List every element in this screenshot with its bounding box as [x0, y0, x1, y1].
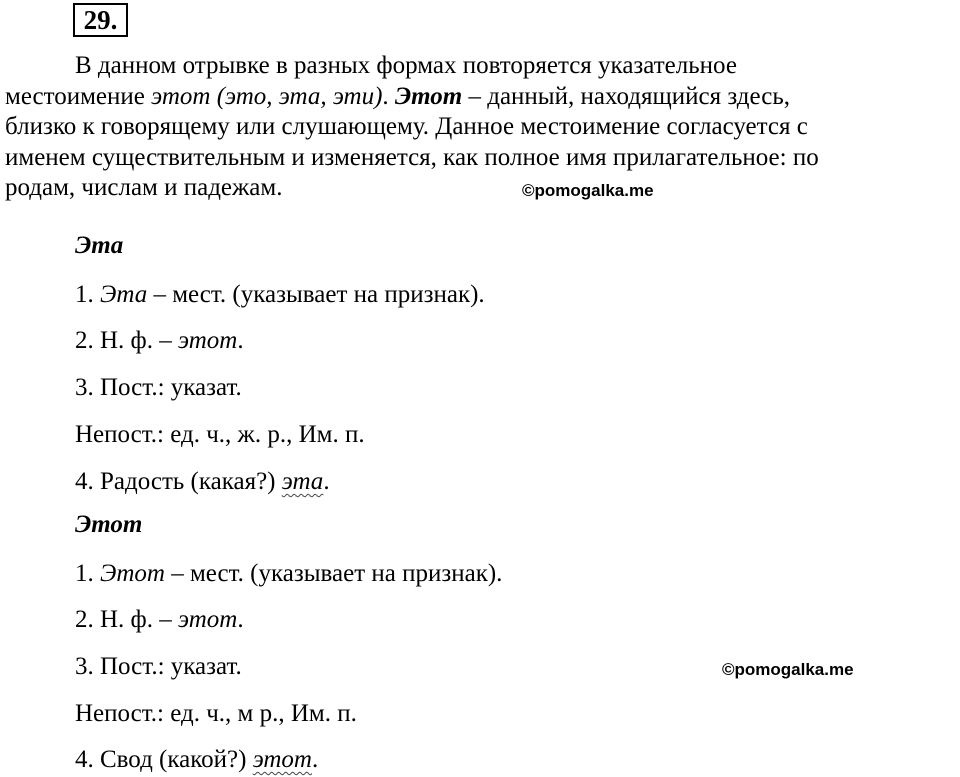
intro-paragraph	[5, 51, 955, 204]
intro-line-4: именем существительным и изменяется, как полное имя прилагательное: по	[5, 143, 819, 171]
parse-step-1	[75, 281, 485, 309]
parse-step-nonconst: Непост.: ед. ч., м р., Им. п.	[75, 700, 357, 727]
step-text: 1.	[75, 560, 100, 587]
parse-step-1	[75, 560, 502, 588]
parse-step-4	[75, 746, 318, 774]
step-text: .	[237, 606, 244, 633]
pronoun-term: Этот	[394, 82, 463, 110]
parse-step-3: 3. Пост.: указат.	[75, 374, 242, 401]
initial-form: этот	[178, 606, 238, 633]
step-text: 2. Н. ф. –	[75, 327, 179, 354]
parse-step-3: 3. Пост.: указат.	[75, 653, 242, 680]
step-text: – мест. (указывает на признак).	[147, 281, 485, 308]
step-text: 4. Радость (какая?)	[75, 468, 282, 495]
step-text: 4. Свод (какой?)	[75, 746, 253, 773]
intro-line-2	[5, 82, 955, 113]
parse-step-4	[75, 468, 330, 496]
parsed-word: Этот	[100, 560, 165, 587]
parse-step-nonconst: Непост.: ед. ч., ж. р., Им. п.	[75, 421, 365, 448]
step-text: .	[237, 327, 244, 354]
underlined-word: этот	[252, 746, 312, 773]
task-number: 29.	[73, 3, 128, 37]
intro-text: .	[382, 82, 395, 110]
step-text: .	[323, 468, 330, 495]
watermark: ©pomogalka.me	[522, 181, 654, 200]
step-text: 2. Н. ф. –	[75, 606, 179, 633]
intro-line-5: родам, числам и падежам.	[5, 174, 283, 201]
parsed-word: Эта	[100, 281, 148, 308]
watermark: ©pomogalka.me	[722, 660, 854, 679]
intro-text: – данный, находящийся здесь,	[462, 82, 790, 110]
step-text: – мест. (указывает на признак).	[164, 560, 503, 587]
intro-text: местоимение	[5, 82, 152, 110]
pronoun-forms: этот (это, эта, эти)	[151, 82, 383, 110]
underlined-word: эта	[281, 468, 324, 495]
section-heading-eta: Эта	[75, 232, 124, 259]
intro-line-1: В данном отрывке в разных формах повторяется указательное	[75, 52, 737, 79]
parse-step-2	[75, 606, 244, 634]
section-heading-etot: Этот	[75, 511, 143, 538]
initial-form: этот	[178, 327, 238, 354]
intro-line-3: близко к говорящему или слушающему. Данное местоимение согласуется с	[5, 113, 808, 140]
step-text: .	[312, 746, 319, 773]
parse-step-2	[75, 327, 244, 355]
step-text: 1.	[75, 281, 100, 308]
